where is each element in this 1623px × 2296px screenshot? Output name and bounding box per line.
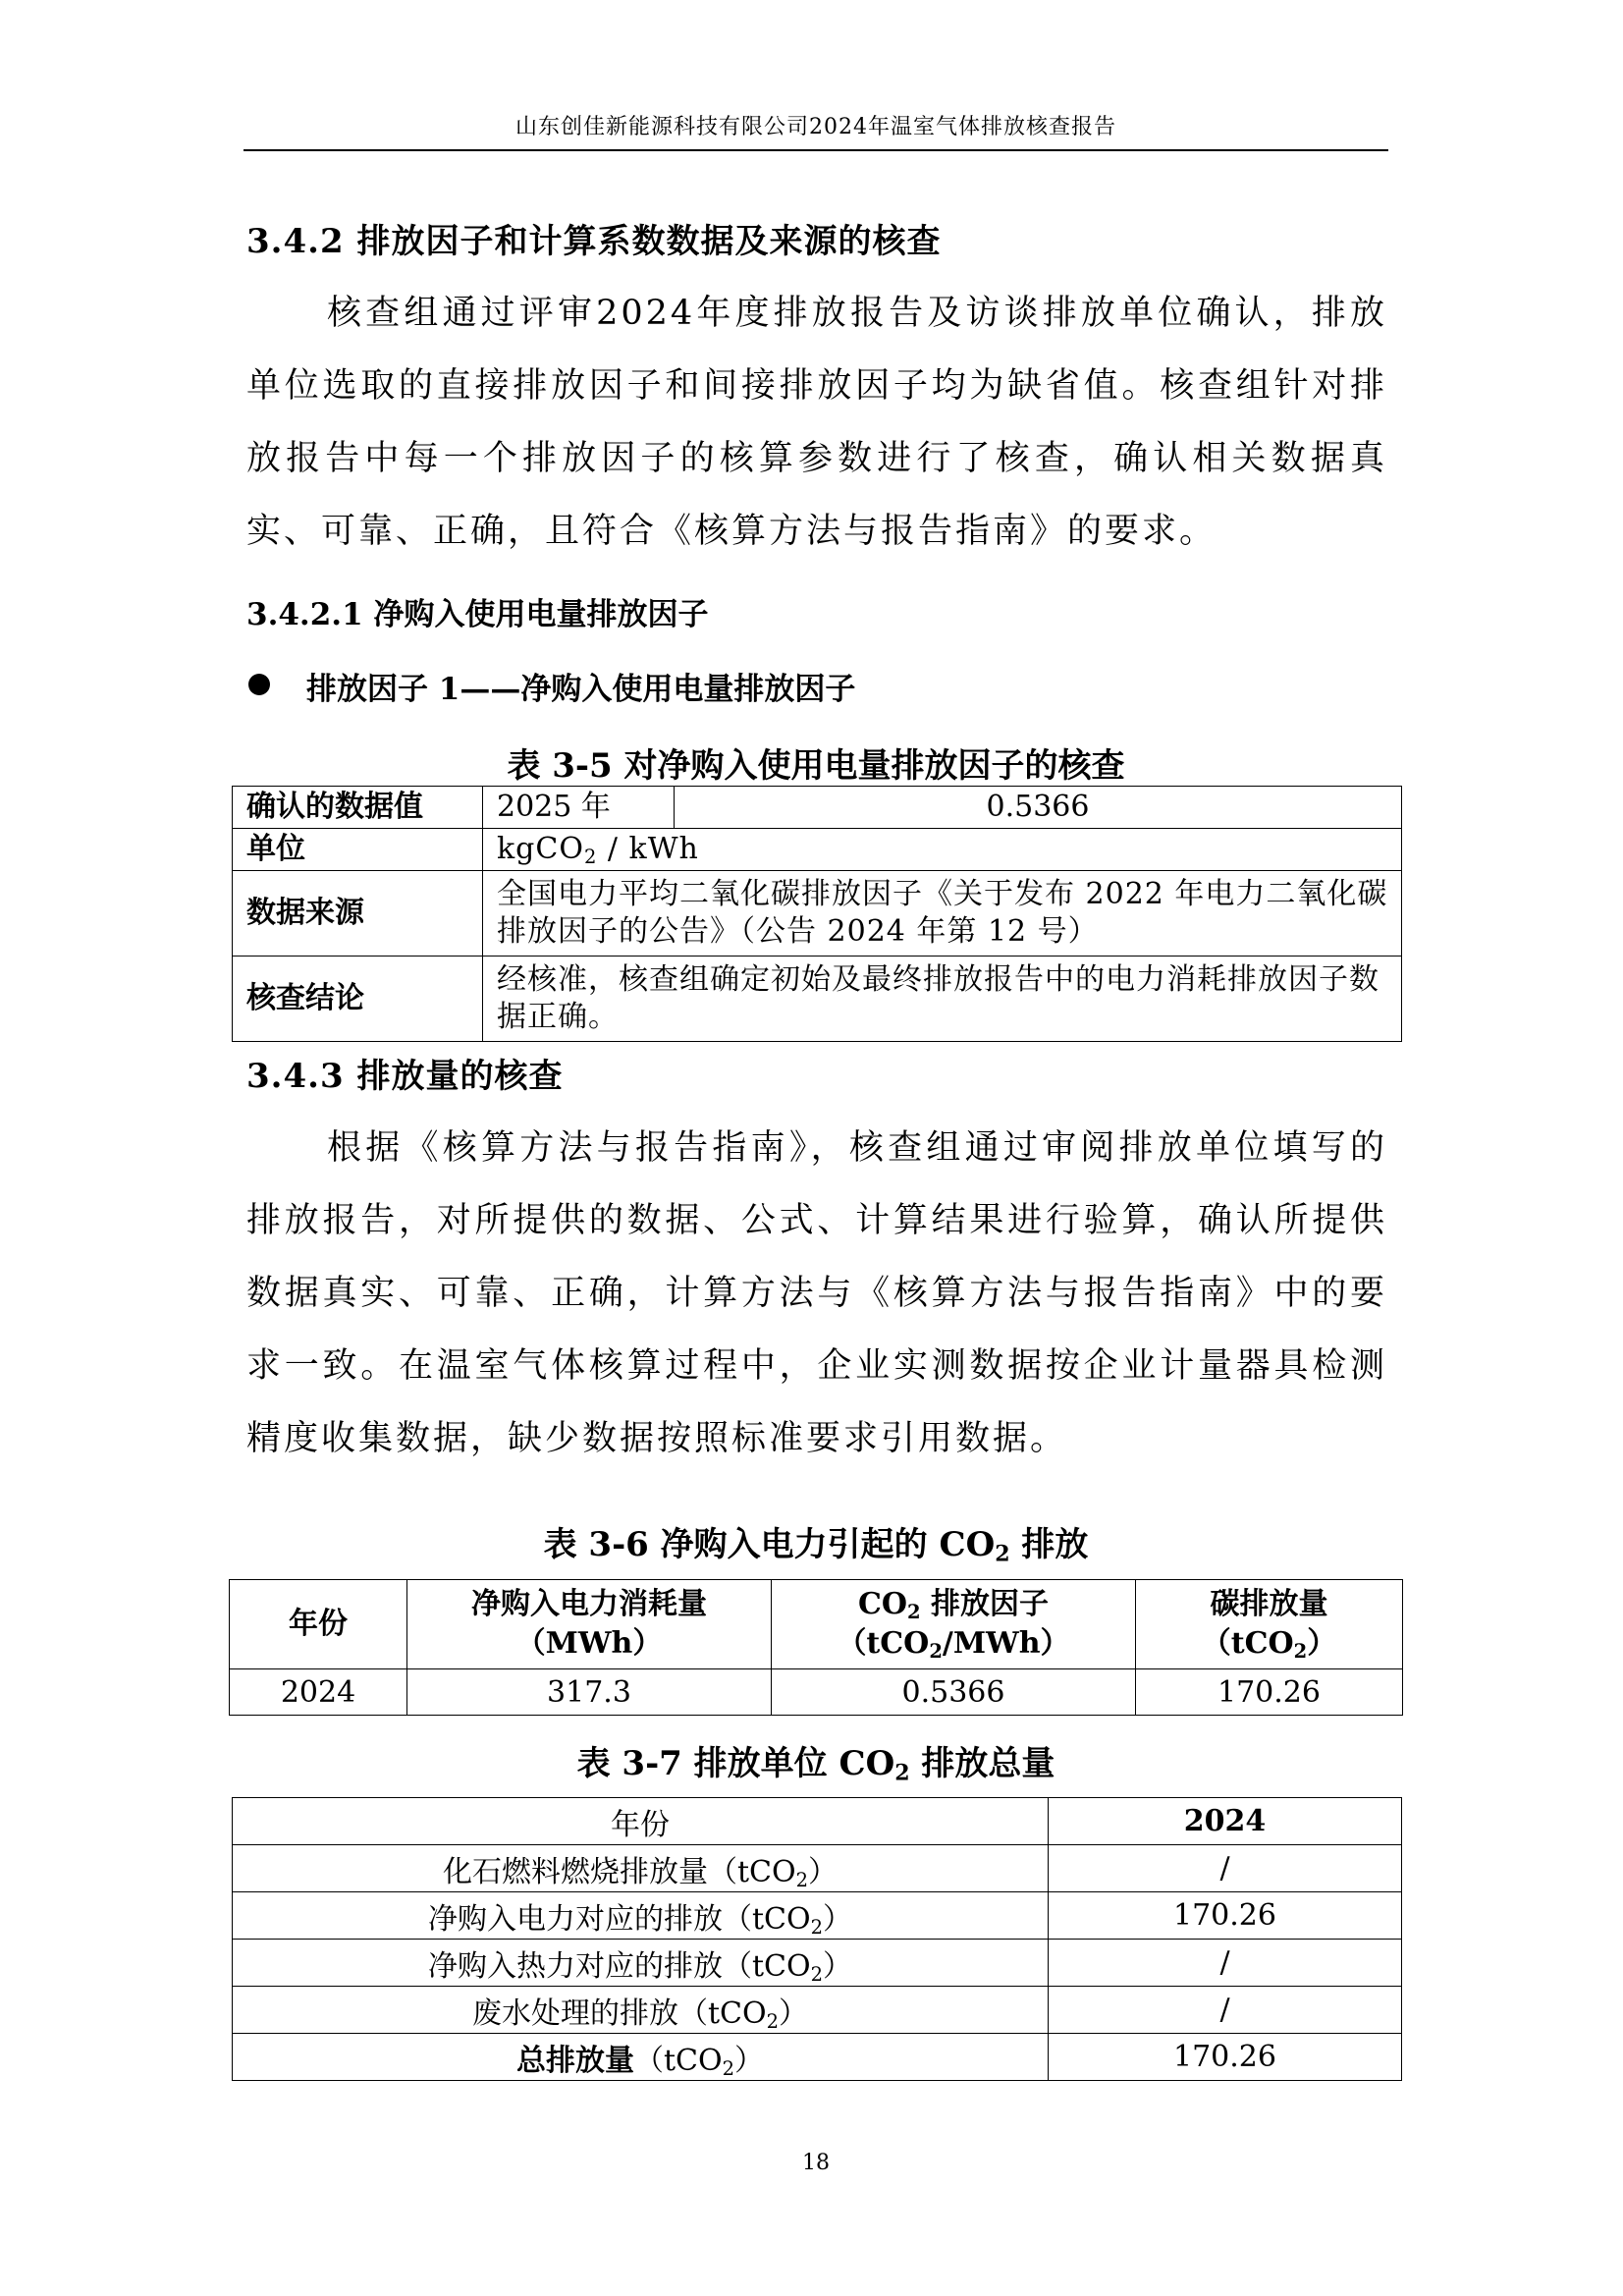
subscript: 2 xyxy=(795,1868,809,1891)
table-row xyxy=(233,829,1402,871)
column-header-emission xyxy=(1136,1580,1403,1669)
header-text: 排放因子 xyxy=(920,1587,1050,1621)
cell-emission: 170.26 xyxy=(1136,1669,1403,1716)
caption-text: 排放总量 xyxy=(909,1744,1055,1783)
row-label xyxy=(233,1940,1049,1987)
section-heading-3-4-2: 3.4.2 排放因子和计算系数数据及来源的核查 xyxy=(246,222,942,261)
table-header-row xyxy=(233,1798,1402,1845)
table-row xyxy=(230,1669,1403,1716)
table-row xyxy=(233,871,1402,957)
unit-text: kgCO xyxy=(497,832,584,866)
table-3-7-caption xyxy=(243,1736,1388,1784)
bullet-item: 排放因子 1——净购入使用电量排放因子 xyxy=(306,672,856,707)
subscript: 2 xyxy=(722,2056,735,2080)
row-label xyxy=(233,1845,1049,1892)
table-row xyxy=(233,957,1402,1042)
table-label-cell: 核查结论 xyxy=(233,957,483,1042)
label-text: ） xyxy=(823,1901,853,1937)
label-text: 化石燃料燃烧排放量（tCO xyxy=(442,1854,796,1889)
subscript: 2 xyxy=(810,1915,824,1939)
total-value: 170.26 xyxy=(1049,2034,1402,2081)
row-value: 170.26 xyxy=(1049,1892,1402,1940)
row-value: / xyxy=(1049,1845,1402,1892)
page-number: 18 xyxy=(802,2151,830,2175)
section-heading-3-4-2-1: 3.4.2.1 净购入使用电量排放因子 xyxy=(246,597,709,632)
table-row xyxy=(233,1940,1402,1987)
table-row xyxy=(233,1845,1402,1892)
table-label-cell: 单位 xyxy=(233,829,483,871)
column-header-year: 2024 xyxy=(1049,1798,1402,1845)
header-text: 碳排放量 xyxy=(1210,1587,1328,1621)
subscript: 2 xyxy=(995,1541,1010,1567)
subscript: 2 xyxy=(766,2009,780,2033)
table-row xyxy=(233,1892,1402,1940)
table-source-cell: 全国电力平均二氧化碳排放因子《关于发布 2022 年电力二氧化碳排放因子的公告》（公告 2024 年第 12 号） xyxy=(483,871,1402,957)
subscript: 2 xyxy=(929,1639,943,1663)
bullet-icon xyxy=(248,674,270,695)
section-3-4-2-paragraph: 核查组通过评审2024年度排放报告及访谈排放单位确认，排放单位选取的直接排放因子和间接排放因子均为缺省值。核查组针对排放报告中每一个排放因子的核算参数进行了核查，确认相关数据真实、可靠、正确，且符合《核算方法与报告指南》的要求。 xyxy=(246,294,1387,551)
table-year-cell: 2025 年 xyxy=(483,787,675,829)
cell-year: 2024 xyxy=(230,1669,407,1716)
total-unit: ） xyxy=(734,2043,765,2078)
cell-consumption: 317.3 xyxy=(407,1669,772,1716)
label-text: ） xyxy=(823,1948,853,1984)
label-text: 净购入电力对应的排放（tCO xyxy=(427,1901,811,1937)
table-row xyxy=(233,1987,1402,2034)
total-unit: （tCO xyxy=(633,2043,723,2078)
column-header-year: 年份 xyxy=(230,1580,407,1669)
label-text: 废水处理的排放（tCO xyxy=(471,1995,767,2031)
header-unit: （tCO xyxy=(1201,1626,1294,1661)
table-unit-cell xyxy=(483,829,1402,871)
header-unit: /MWh） xyxy=(942,1626,1070,1661)
table-conclusion-cell: 经核准，核查组确定初始及最终排放报告中的电力消耗排放因子数据正确。 xyxy=(483,957,1402,1042)
table-3-7 xyxy=(232,1797,1402,2081)
column-header-factor xyxy=(772,1580,1136,1669)
subscript: 2 xyxy=(583,845,598,868)
section-heading-3-4-3: 3.4.3 排放量的核查 xyxy=(246,1057,564,1096)
row-value: / xyxy=(1049,1940,1402,1987)
label-text: 净购入热力对应的排放（tCO xyxy=(427,1948,811,1984)
row-value: / xyxy=(1049,1987,1402,2034)
subscript: 2 xyxy=(894,1760,910,1786)
header-unit: （MWh） xyxy=(515,1626,663,1661)
cell-factor: 0.5366 xyxy=(772,1669,1136,1716)
column-header-consumption xyxy=(407,1580,772,1669)
total-label-text: 总排放量 xyxy=(515,2043,634,2078)
page-header: 山东创佳新能源科技有限公司2024年温室气体排放核查报告 xyxy=(515,115,1116,139)
label-text: ） xyxy=(808,1854,839,1889)
table-total-row xyxy=(233,2034,1402,2081)
total-label xyxy=(233,2034,1049,2081)
table-3-6 xyxy=(229,1579,1403,1716)
unit-text: / kWh xyxy=(597,832,699,866)
table-row xyxy=(233,787,1402,829)
header-text: CO xyxy=(857,1587,907,1621)
table-value-cell: 0.5366 xyxy=(675,787,1402,829)
table-label-cell: 确认的数据值 xyxy=(233,787,483,829)
subscript: 2 xyxy=(1293,1639,1308,1663)
table-3-5 xyxy=(232,786,1402,1042)
table-3-6-caption xyxy=(243,1517,1388,1565)
subscript: 2 xyxy=(906,1600,921,1623)
header-unit: （tCO xyxy=(837,1626,930,1661)
header-rule xyxy=(243,149,1388,151)
header-unit: ） xyxy=(1307,1626,1337,1661)
caption-text: 表 3-7 排放单位 CO xyxy=(576,1744,895,1783)
row-label xyxy=(233,1892,1049,1940)
caption-text: 表 3-6 净购入电力引起的 CO xyxy=(543,1525,996,1564)
label-text: ） xyxy=(779,1995,809,2031)
table-label-cell: 数据来源 xyxy=(233,871,483,957)
section-3-4-3-paragraph: 根据《核算方法与报告指南》，核查组通过审阅排放单位填写的排放报告，对所提供的数据、公式、计算结果进行验算，确认所提供数据真实、可靠、正确，计算方法与《核算方法与报告指南》中的要求一致。在温室气体核算过程中，企业实测数据按企业计量器具检测精度收集数据，缺少数据按照标准要求引用数据。 xyxy=(246,1128,1387,1458)
column-header-item: 年份 xyxy=(233,1798,1049,1845)
header-text: 净购入电力消耗量 xyxy=(471,1587,707,1621)
caption-text: 排放 xyxy=(1009,1525,1089,1564)
table-header-row xyxy=(230,1580,1403,1669)
subscript: 2 xyxy=(810,1962,824,1986)
table-3-5-caption: 表 3-5 对净购入使用电量排放因子的核查 xyxy=(507,746,1125,786)
row-label xyxy=(233,1987,1049,2034)
